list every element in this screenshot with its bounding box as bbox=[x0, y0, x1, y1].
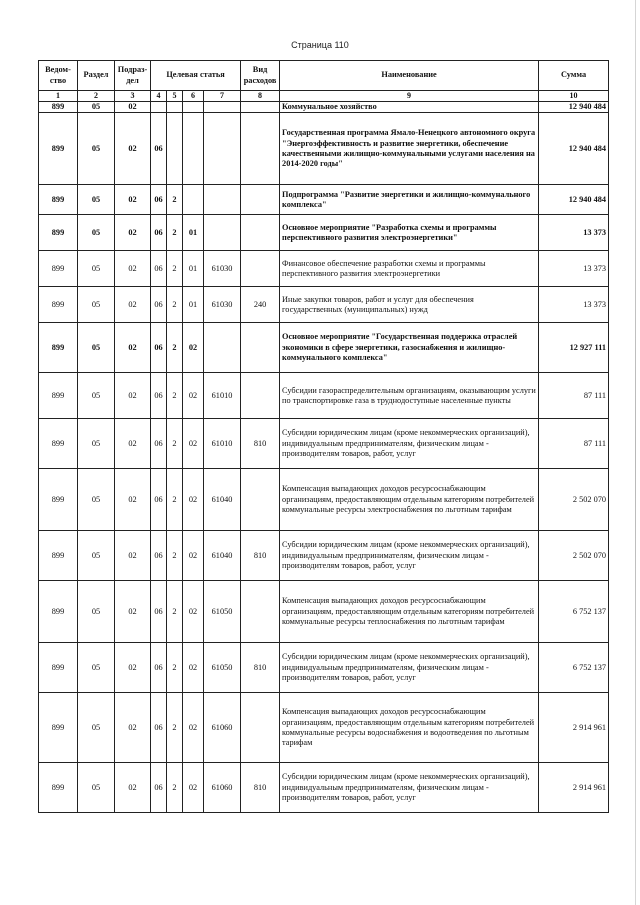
cell-target-program: 06 bbox=[151, 251, 167, 287]
cell-razdel: 05 bbox=[78, 185, 115, 215]
table-row bbox=[39, 763, 609, 813]
cell-target-subprogram: 2 bbox=[167, 251, 183, 287]
cell-target-program bbox=[151, 102, 167, 113]
table-row bbox=[39, 251, 609, 287]
table-row bbox=[39, 185, 609, 215]
cell-vid-rashodov bbox=[241, 323, 280, 373]
header-naimenovanie: Наименование bbox=[280, 61, 539, 91]
cell-target-subprogram: 2 bbox=[167, 185, 183, 215]
cell-target-program: 06 bbox=[151, 373, 167, 419]
cell-target-subprogram: 2 bbox=[167, 287, 183, 323]
cell-target-direction: 61060 bbox=[204, 693, 241, 763]
cell-target-program: 06 bbox=[151, 581, 167, 643]
cell-naimenovanie: Компенсация выпадающих доходов ресурсоснабжающим организациям, предоставляющим отдельным категориям потребителей коммунальные ресурсы электроснабжения по льготным тарифам bbox=[280, 469, 539, 531]
cell-razdel: 05 bbox=[78, 215, 115, 251]
cell-naimenovanie: Компенсация выпадающих доходов ресурсоснабжающим организациям, предоставляющим отдельным категориям потребителей коммунальные ресурсы водоснабжения и водоотведения по льготным тарифам bbox=[280, 693, 539, 763]
header-vid-rashodov: Вид расходов bbox=[241, 61, 280, 91]
cell-target-subprogram: 2 bbox=[167, 581, 183, 643]
cell-naimenovanie: Основное мероприятие "Разработка схемы и программы перспективного развития электроэнергетики" bbox=[280, 215, 539, 251]
cell-razdel: 05 bbox=[78, 102, 115, 113]
cell-podrazdel: 02 bbox=[115, 251, 151, 287]
cell-target-event: 02 bbox=[183, 643, 204, 693]
cell-podrazdel: 02 bbox=[115, 419, 151, 469]
cell-vid-rashodov bbox=[241, 469, 280, 531]
cell-vid-rashodov bbox=[241, 113, 280, 185]
cell-target-subprogram: 2 bbox=[167, 693, 183, 763]
scan-edge-line bbox=[635, 0, 636, 905]
cell-vid-rashodov: 810 bbox=[241, 419, 280, 469]
column-number: 6 bbox=[183, 91, 204, 102]
cell-vedomstvo: 899 bbox=[39, 113, 78, 185]
cell-razdel: 05 bbox=[78, 251, 115, 287]
table-row bbox=[39, 102, 609, 113]
cell-target-direction bbox=[204, 215, 241, 251]
cell-razdel: 05 bbox=[78, 373, 115, 419]
cell-target-direction: 61050 bbox=[204, 581, 241, 643]
cell-target-program: 06 bbox=[151, 531, 167, 581]
cell-target-direction: 61010 bbox=[204, 419, 241, 469]
cell-vid-rashodov: 810 bbox=[241, 531, 280, 581]
cell-vedomstvo: 899 bbox=[39, 693, 78, 763]
cell-podrazdel: 02 bbox=[115, 763, 151, 813]
cell-target-subprogram bbox=[167, 102, 183, 113]
header-vedomstvo: Ведом-ство bbox=[39, 61, 78, 91]
header-target-article: Целевая статья bbox=[151, 61, 241, 91]
cell-target-subprogram: 2 bbox=[167, 323, 183, 373]
cell-naimenovanie: Субсидии юридическим лицам (кроме некоммерческих организаций), индивидуальным предпринимателям, физическим лицам - производителям товаров, работ, услуг bbox=[280, 531, 539, 581]
cell-target-subprogram: 2 bbox=[167, 643, 183, 693]
cell-target-program: 06 bbox=[151, 693, 167, 763]
cell-podrazdel: 02 bbox=[115, 215, 151, 251]
cell-vid-rashodov bbox=[241, 185, 280, 215]
table-row bbox=[39, 581, 609, 643]
cell-target-subprogram: 2 bbox=[167, 373, 183, 419]
cell-target-subprogram: 2 bbox=[167, 215, 183, 251]
cell-target-program: 06 bbox=[151, 763, 167, 813]
cell-naimenovanie: Коммунальное хозяйство bbox=[280, 102, 539, 113]
column-number-row bbox=[39, 91, 609, 102]
cell-naimenovanie: Иные закупки товаров, работ и услуг для обеспечения государственных (муниципальных) нужд bbox=[280, 287, 539, 323]
table-row bbox=[39, 323, 609, 373]
cell-target-direction: 61040 bbox=[204, 531, 241, 581]
cell-vedomstvo: 899 bbox=[39, 643, 78, 693]
cell-razdel: 05 bbox=[78, 113, 115, 185]
cell-naimenovanie: Субсидии газораспределительным организациям, оказывающим услуги по транспортировке газа в труднодоступные населенные пункты bbox=[280, 373, 539, 419]
cell-target-event: 02 bbox=[183, 693, 204, 763]
cell-target-event bbox=[183, 185, 204, 215]
table-row bbox=[39, 643, 609, 693]
cell-vid-rashodov bbox=[241, 251, 280, 287]
cell-vedomstvo: 899 bbox=[39, 102, 78, 113]
table-row bbox=[39, 373, 609, 419]
cell-naimenovanie: Субсидии юридическим лицам (кроме некоммерческих организаций), индивидуальным предпринимателям, физическим лицам - производителям товаров, работ, услуг bbox=[280, 763, 539, 813]
column-number: 8 bbox=[241, 91, 280, 102]
column-number: 4 bbox=[151, 91, 167, 102]
cell-target-event: 02 bbox=[183, 763, 204, 813]
cell-razdel: 05 bbox=[78, 419, 115, 469]
cell-target-direction bbox=[204, 323, 241, 373]
table-row bbox=[39, 419, 609, 469]
cell-vedomstvo: 899 bbox=[39, 287, 78, 323]
column-number: 7 bbox=[204, 91, 241, 102]
cell-razdel: 05 bbox=[78, 581, 115, 643]
table-row bbox=[39, 693, 609, 763]
cell-target-event: 02 bbox=[183, 373, 204, 419]
cell-vedomstvo: 899 bbox=[39, 185, 78, 215]
cell-target-direction: 61060 bbox=[204, 763, 241, 813]
cell-summa: 12 940 484 bbox=[539, 102, 609, 113]
column-number: 2 bbox=[78, 91, 115, 102]
cell-naimenovanie: Компенсация выпадающих доходов ресурсоснабжающим организациям, предоставляющим отдельным категориям потребителей коммунальные ресурсы теплоснабжения по льготным тарифам bbox=[280, 581, 539, 643]
cell-podrazdel: 02 bbox=[115, 469, 151, 531]
cell-naimenovanie: Субсидии юридическим лицам (кроме некоммерческих организаций), индивидуальным предпринимателям, физическим лицам - производителям товаров, работ, услуг bbox=[280, 643, 539, 693]
cell-razdel: 05 bbox=[78, 323, 115, 373]
cell-summa: 13 373 bbox=[539, 251, 609, 287]
cell-naimenovanie: Подпрограмма "Развитие энергетики и жилищно-коммунального комплекса" bbox=[280, 185, 539, 215]
cell-vid-rashodov bbox=[241, 373, 280, 419]
cell-target-subprogram bbox=[167, 113, 183, 185]
cell-target-subprogram: 2 bbox=[167, 469, 183, 531]
cell-target-program: 06 bbox=[151, 113, 167, 185]
cell-target-event: 02 bbox=[183, 581, 204, 643]
cell-summa: 6 752 137 bbox=[539, 581, 609, 643]
cell-summa: 87 111 bbox=[539, 373, 609, 419]
cell-summa: 12 940 484 bbox=[539, 113, 609, 185]
column-number: 1 bbox=[39, 91, 78, 102]
cell-vedomstvo: 899 bbox=[39, 581, 78, 643]
table-body bbox=[39, 102, 609, 813]
cell-razdel: 05 bbox=[78, 763, 115, 813]
cell-target-program: 06 bbox=[151, 469, 167, 531]
cell-razdel: 05 bbox=[78, 531, 115, 581]
cell-vedomstvo: 899 bbox=[39, 469, 78, 531]
cell-summa: 2 914 961 bbox=[539, 763, 609, 813]
cell-target-direction: 61040 bbox=[204, 469, 241, 531]
cell-target-event: 02 bbox=[183, 419, 204, 469]
budget-table bbox=[38, 60, 609, 813]
cell-target-program: 06 bbox=[151, 185, 167, 215]
cell-target-subprogram: 2 bbox=[167, 419, 183, 469]
cell-podrazdel: 02 bbox=[115, 102, 151, 113]
cell-target-event bbox=[183, 102, 204, 113]
cell-target-direction: 61030 bbox=[204, 251, 241, 287]
cell-naimenovanie: Основное мероприятие "Государственная поддержка отраслей экономики в сфере энергетики, газоснабжения и жилищно-коммунального комплекса" bbox=[280, 323, 539, 373]
cell-target-event: 02 bbox=[183, 531, 204, 581]
column-number: 9 bbox=[280, 91, 539, 102]
cell-vedomstvo: 899 bbox=[39, 373, 78, 419]
cell-target-program: 06 bbox=[151, 419, 167, 469]
header-summa: Сумма bbox=[539, 61, 609, 91]
cell-vid-rashodov bbox=[241, 581, 280, 643]
page-label: Страница 110 bbox=[291, 40, 349, 50]
cell-target-direction bbox=[204, 185, 241, 215]
cell-podrazdel: 02 bbox=[115, 693, 151, 763]
cell-podrazdel: 02 bbox=[115, 373, 151, 419]
cell-vid-rashodov: 240 bbox=[241, 287, 280, 323]
cell-razdel: 05 bbox=[78, 469, 115, 531]
cell-razdel: 05 bbox=[78, 693, 115, 763]
cell-target-direction bbox=[204, 113, 241, 185]
cell-summa: 12 940 484 bbox=[539, 185, 609, 215]
cell-vedomstvo: 899 bbox=[39, 323, 78, 373]
cell-vedomstvo: 899 bbox=[39, 763, 78, 813]
cell-naimenovanie: Финансовое обеспечение разработки схемы и программы перспективного развития электроэнергетики bbox=[280, 251, 539, 287]
cell-vid-rashodov: 810 bbox=[241, 643, 280, 693]
cell-naimenovanie: Государственная программа Ямало-Ненецкого автономного округа "Энергоэффективность и развитие энергетики, обеспечение качественными жилищно-коммунальными услугами населения на 2014-2020 годы" bbox=[280, 113, 539, 185]
cell-summa: 12 927 111 bbox=[539, 323, 609, 373]
header-podrazdel: Подраз-дел bbox=[115, 61, 151, 91]
cell-target-direction bbox=[204, 102, 241, 113]
header-razdel: Раздел bbox=[78, 61, 115, 91]
table-header-row bbox=[39, 61, 609, 91]
cell-razdel: 05 bbox=[78, 287, 115, 323]
table-row bbox=[39, 469, 609, 531]
table-row bbox=[39, 287, 609, 323]
cell-target-program: 06 bbox=[151, 215, 167, 251]
cell-summa: 2 502 070 bbox=[539, 531, 609, 581]
cell-summa: 13 373 bbox=[539, 287, 609, 323]
cell-naimenovanie: Субсидии юридическим лицам (кроме некоммерческих организаций), индивидуальным предпринимателям, физическим лицам - производителям товаров, работ, услуг bbox=[280, 419, 539, 469]
column-number: 5 bbox=[167, 91, 183, 102]
cell-target-event: 01 bbox=[183, 287, 204, 323]
cell-summa: 87 111 bbox=[539, 419, 609, 469]
cell-summa: 6 752 137 bbox=[539, 643, 609, 693]
cell-target-event bbox=[183, 113, 204, 185]
cell-summa: 2 502 070 bbox=[539, 469, 609, 531]
table-row bbox=[39, 215, 609, 251]
table-row bbox=[39, 113, 609, 185]
cell-target-program: 06 bbox=[151, 323, 167, 373]
cell-podrazdel: 02 bbox=[115, 581, 151, 643]
cell-vedomstvo: 899 bbox=[39, 531, 78, 581]
cell-summa: 13 373 bbox=[539, 215, 609, 251]
cell-vid-rashodov bbox=[241, 215, 280, 251]
cell-target-subprogram: 2 bbox=[167, 763, 183, 813]
cell-vedomstvo: 899 bbox=[39, 215, 78, 251]
cell-podrazdel: 02 bbox=[115, 531, 151, 581]
cell-vid-rashodov: 810 bbox=[241, 763, 280, 813]
column-number: 3 bbox=[115, 91, 151, 102]
column-number: 10 bbox=[539, 91, 609, 102]
cell-vid-rashodov bbox=[241, 693, 280, 763]
cell-summa: 2 914 961 bbox=[539, 693, 609, 763]
cell-vid-rashodov bbox=[241, 102, 280, 113]
cell-target-event: 02 bbox=[183, 469, 204, 531]
cell-target-event: 01 bbox=[183, 251, 204, 287]
cell-target-program: 06 bbox=[151, 287, 167, 323]
cell-podrazdel: 02 bbox=[115, 643, 151, 693]
cell-target-direction: 61030 bbox=[204, 287, 241, 323]
table-row bbox=[39, 531, 609, 581]
cell-target-event: 02 bbox=[183, 323, 204, 373]
cell-podrazdel: 02 bbox=[115, 287, 151, 323]
cell-vedomstvo: 899 bbox=[39, 419, 78, 469]
cell-target-event: 01 bbox=[183, 215, 204, 251]
cell-podrazdel: 02 bbox=[115, 323, 151, 373]
cell-target-direction: 61010 bbox=[204, 373, 241, 419]
cell-razdel: 05 bbox=[78, 643, 115, 693]
cell-target-program: 06 bbox=[151, 643, 167, 693]
cell-podrazdel: 02 bbox=[115, 113, 151, 185]
cell-target-subprogram: 2 bbox=[167, 531, 183, 581]
cell-podrazdel: 02 bbox=[115, 185, 151, 215]
cell-target-direction: 61050 bbox=[204, 643, 241, 693]
cell-vedomstvo: 899 bbox=[39, 251, 78, 287]
